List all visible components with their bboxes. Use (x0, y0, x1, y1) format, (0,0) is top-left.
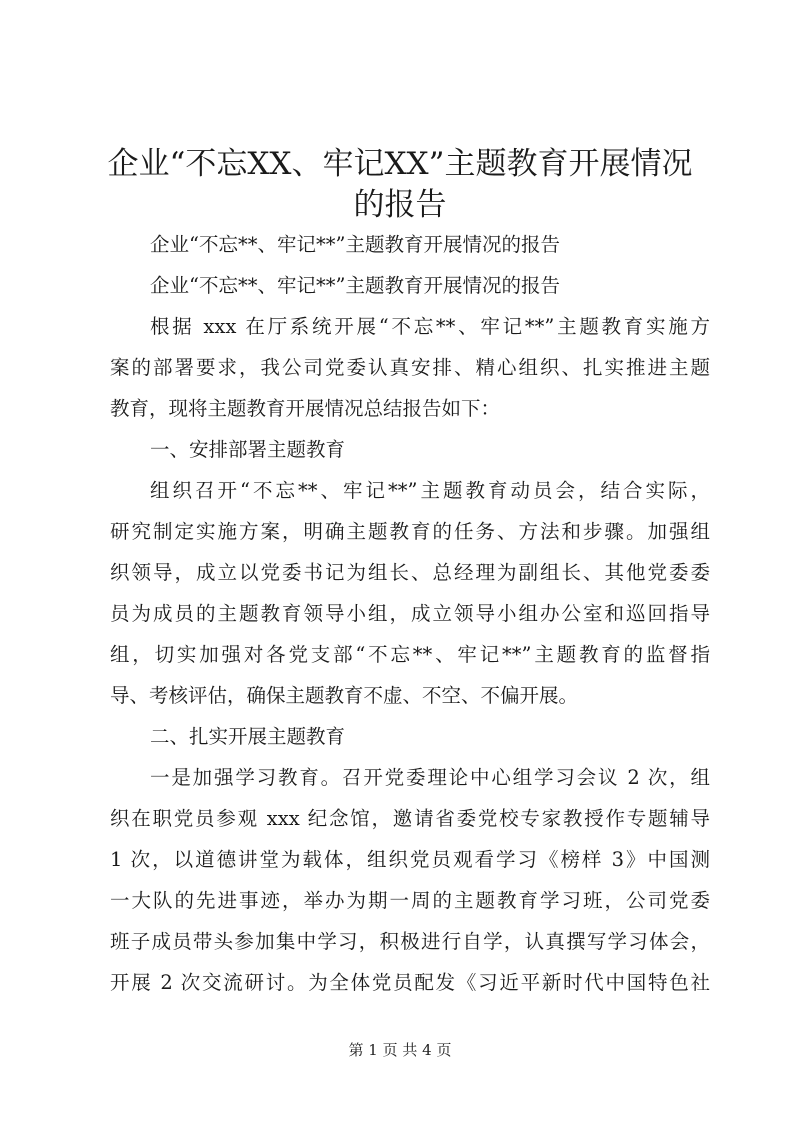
paragraph-line: 教育，现将主题教育开展情况总结报告如下： (110, 397, 501, 420)
paragraph-line: 企业“不忘**、牢记**”主题教育开展情况的报告 (150, 233, 560, 256)
section-heading: 一、安排部署主题教育 (150, 438, 346, 461)
paragraph-line: 开展 2 次交流研讨。为全体党员配发《习近平新时代中国特色社 (110, 971, 710, 994)
paragraph-line: 研究制定实施方案，明确主题教育的任务、方法和步骤。加强组 (110, 520, 710, 543)
paragraph-line: 案的部署要求，我公司党委认真安排、精心组织、扎实推进主题 (110, 356, 710, 379)
document-title-line-1: 企业“不忘XX、牢记XX”主题教育开展情况 (107, 146, 693, 182)
paragraph-line: 一大队的先进事迹，举办为期一周的主题教育学习班，公司党委 (110, 889, 710, 912)
paragraph-line: 织在职党员参观 xxx 纪念馆，邀请省委党校专家教授作专题辅导 (110, 807, 710, 830)
paragraph-line: 导、考核评估，确保主题教育不虚、不空、不偏开展。 (110, 684, 579, 707)
document-title-line-2: 的报告 (353, 187, 447, 223)
paragraph-line: 企业“不忘**、牢记**”主题教育开展情况的报告 (150, 274, 560, 297)
paragraph-line: 班子成员带头参加集中学习，积极进行自学，认真撰写学习体会， (110, 930, 710, 953)
page-number: 第 1 页 共 4 页 (348, 1041, 452, 1059)
paragraph-line: 一是加强学习教育。召开党委理论中心组学习会议 2 次，组 (150, 766, 710, 789)
paragraph-line: 织领导，成立以党委书记为组长、总经理为副组长、其他党委委 (110, 561, 710, 584)
paragraph-line: 根据 xxx 在厅系统开展“不忘**、牢记**”主题教育实施方 (150, 315, 710, 338)
section-heading: 二、扎实开展主题教育 (150, 725, 346, 748)
paragraph-line: 组，切实加强对各党支部“不忘**、牢记**”主题教育的监督指 (110, 643, 710, 666)
paragraph-line: 1 次，以道德讲堂为载体，组织党员观看学习《榜样 3》中国测 (110, 848, 710, 871)
paragraph-line: 组织召开“不忘**、牢记**”主题教育动员会，结合实际， (150, 479, 710, 502)
paragraph-line: 员为成员的主题教育领导小组，成立领导小组办公室和巡回指导 (110, 602, 710, 625)
